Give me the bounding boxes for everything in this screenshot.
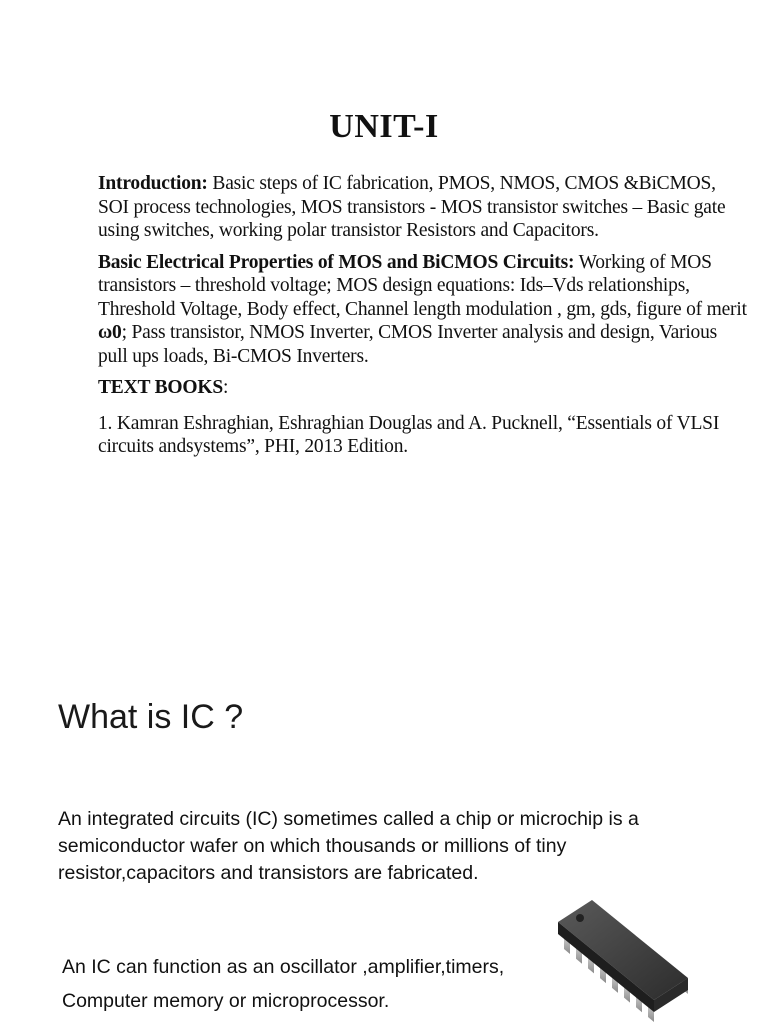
what-is-ic-slide: [0, 660, 768, 1024]
omega-symbol: ω0: [98, 322, 122, 343]
basic-properties-paragraph: [98, 251, 748, 369]
text-books-colon: :: [222, 377, 229, 398]
ic-definition-text: An integrated circuits (IC) sometimes called a chip or microchip is a semiconductor wafer on which thousands or millions of tiny resistor,capacitors and transistors are fabricated.: [58, 808, 639, 884]
text-books-label: TEXT BOOKS: [98, 377, 223, 398]
introduction-label: Introduction:: [98, 173, 208, 194]
unit-title: UNIT-I: [329, 108, 439, 145]
basic-properties-text: Working of MOS transistors – threshold voltage; MOS design equations: Ids–Vds relationships, Threshold Voltage, Body effect, Channel length modulation , gm, gds, figure of merit: [98, 251, 747, 320]
introduction-paragraph: [98, 172, 748, 243]
text-books-heading: [98, 376, 748, 400]
introduction-text: Basic steps of IC fabrication, PMOS, NMOS, CMOS &BiCMOS, SOI process technologies, MOS transistors - MOS transistor switches – Basic gate using switches, working polar transistor Resistors and Capacitors.: [98, 173, 726, 241]
basic-properties-label: Basic Electrical Properties of MOS and BiCMOS Circuits:: [98, 251, 575, 273]
syllabus-content: [98, 172, 748, 459]
basic-properties-text-end: ; Pass transistor, NMOS Inverter, CMOS Inverter analysis and design, Various pull ups loads, Bi-CMOS Inverters.: [98, 322, 718, 367]
slide-title: What is IC ?: [58, 698, 244, 736]
ic-chip-icon: [548, 878, 698, 1024]
chip-notch: [576, 914, 584, 922]
ic-function-text: An IC can function as an oscillator ,amplifier,timers, Computer memory or microprocessor.: [62, 956, 505, 1012]
text-book-entry: 1. Kamran Eshraghian, Eshraghian Douglas and A. Pucknell, “Essentials of VLSI circuits andsystems”, PHI, 2013 Edition.: [98, 412, 720, 457]
